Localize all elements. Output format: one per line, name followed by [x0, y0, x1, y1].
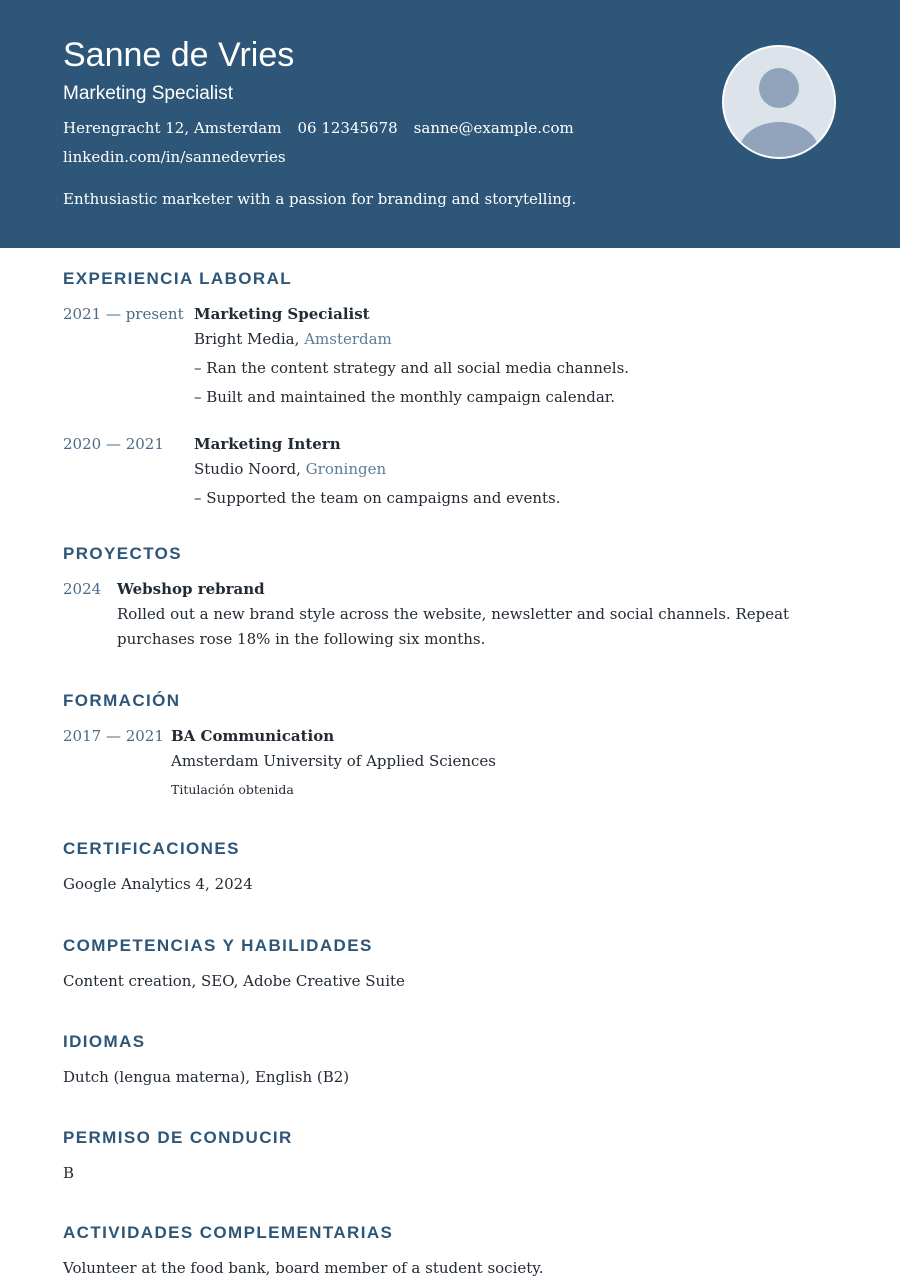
project-description: Rolled out a new brand style across the website, newsletter and social channels. Repeat purchases rose 18% in the following six months. — [117, 604, 790, 648]
project-body — [117, 577, 837, 652]
entry-city: Groningen — [305, 460, 387, 478]
entry-dates: 2020 — 2021 — [63, 435, 164, 453]
section-title-license: PERMISO DE CONDUCIR — [63, 1127, 293, 1147]
entry-position: Marketing Specialist — [194, 305, 370, 323]
project-entry — [63, 577, 837, 652]
cv-header — [0, 0, 900, 248]
skills-text: Content creation, SEO, Adobe Creative Suite — [63, 971, 405, 990]
profile-summary: Enthusiastic marketer with a passion for branding and storytelling. — [63, 190, 577, 208]
entry-dates: 2021 — present — [63, 305, 184, 323]
project-year: 2024 — [63, 579, 102, 598]
experience-entry — [63, 302, 837, 413]
experience-entry — [63, 432, 837, 515]
email: sanne@example.com — [413, 119, 574, 137]
project-name: Webshop rebrand — [117, 579, 265, 598]
education-dates: 2017 — 2021 — [63, 726, 164, 745]
education-body — [171, 724, 496, 802]
entry-city: Amsterdam — [304, 330, 392, 348]
education-degree: BA Communication — [171, 726, 335, 745]
education-status: Titulación obtenida — [171, 781, 294, 797]
activities-text: Volunteer at the food bank, board member of a student society. — [63, 1258, 544, 1277]
section-title-languages: IDIOMAS — [63, 1031, 146, 1051]
entry-body — [194, 302, 629, 413]
entry-company: Bright Media, — [194, 330, 300, 348]
certifications-text: Google Analytics 4, 2024 — [63, 874, 253, 893]
contact-line — [63, 117, 837, 139]
certifications-section — [63, 837, 837, 897]
entry-bullets — [194, 486, 561, 511]
education-school: Amsterdam University of Applied Sciences — [171, 751, 496, 770]
skills-section — [63, 934, 837, 994]
job-title: Marketing Specialist — [63, 83, 234, 104]
education-section — [63, 689, 837, 802]
education-entry — [63, 724, 837, 802]
section-title-certifications: CERTIFICACIONES — [63, 838, 240, 858]
section-title-projects: PROYECTOS — [63, 543, 183, 563]
bullet-item: – Supported the team on campaigns and events. — [194, 486, 561, 511]
linkedin-url: linkedin.com/in/sannedevries — [63, 148, 286, 166]
entry-employer — [194, 327, 629, 352]
bullet-item: – Ran the content strategy and all social media channels. — [194, 356, 629, 381]
experience-section — [63, 267, 837, 515]
license-text: B — [63, 1163, 75, 1182]
entry-body — [194, 432, 561, 515]
entry-bullets — [194, 356, 629, 410]
license-section — [63, 1126, 837, 1186]
section-title-education: FORMACIÓN — [63, 690, 181, 710]
section-title-skills: COMPETENCIAS Y HABILIDADES — [63, 935, 373, 955]
cv-body — [0, 267, 900, 1281]
activities-section — [63, 1221, 837, 1281]
entry-employer — [194, 457, 561, 482]
bullet-item: – Built and maintained the monthly campaign calendar. — [194, 385, 629, 410]
entry-position: Marketing Intern — [194, 435, 341, 453]
avatar-placeholder-icon — [722, 45, 836, 159]
projects-section — [63, 542, 837, 652]
section-title-experience: EXPERIENCIA LABORAL — [63, 269, 293, 288]
entry-company: Studio Noord, — [194, 460, 301, 478]
candidate-name: Sanne de Vries — [63, 36, 295, 74]
phone: 06 12345678 — [297, 119, 398, 137]
address: Herengracht 12, Amsterdam — [63, 119, 282, 137]
section-title-activities: ACTIVIDADES COMPLEMENTARIAS — [63, 1222, 394, 1242]
languages-section — [63, 1030, 837, 1090]
languages-text: Dutch (lengua materna), English (B2) — [63, 1067, 350, 1086]
